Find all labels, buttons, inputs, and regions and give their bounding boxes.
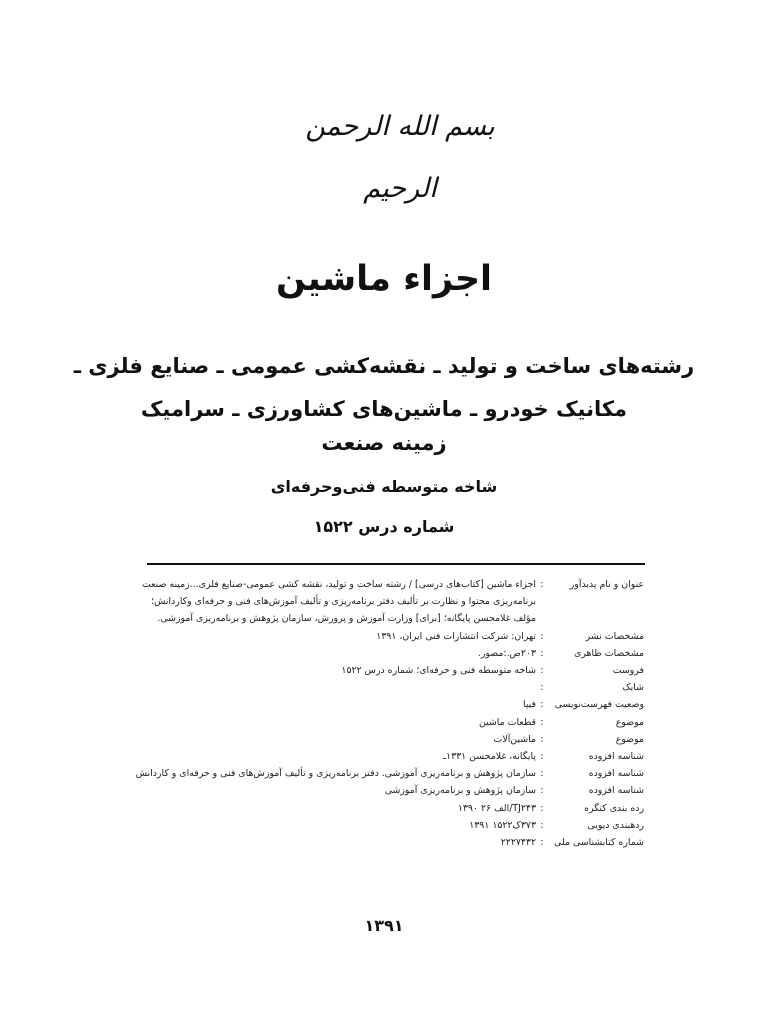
catalog-row	[135, 765, 644, 782]
divider-line	[147, 563, 645, 565]
catalog-value: پایگانه، غلامحسن ۱۳۳۱ـ	[443, 751, 536, 763]
catalog-label: وضعیت فهرست‌نویسی	[554, 699, 644, 711]
catalog-row	[150, 731, 644, 748]
branch-label: شاخه متوسطه فنی‌وحرفه‌ای	[270, 477, 498, 496]
catalog-value: ماشین‌آلات	[493, 733, 536, 745]
lesson-number: شماره درس ۱۵۲۲	[313, 517, 455, 536]
catalog-label: عنوان و نام پدیدآور	[569, 579, 644, 590]
catalog-row	[150, 800, 644, 817]
catalog-label: فروست	[612, 665, 644, 677]
catalog-colon	[536, 610, 548, 627]
catalog-label: موضوع	[615, 733, 644, 745]
catalog-colon: :	[540, 682, 544, 694]
catalog-label: شناسه افزوده	[588, 751, 644, 763]
catalog-label: مشخصات نشر	[585, 630, 644, 642]
catalog-colon: :	[540, 733, 544, 745]
catalog-colon: :	[540, 768, 544, 780]
catalog-colon: :	[540, 785, 544, 797]
catalog-value: سازمان پژوهش و برنامه‌ریزی آموزشی. دفتر برنامه‌ریزی و تألیف آموزش‌های فنی و حرفه‌ای و کاردانش	[135, 768, 536, 780]
cataloging-record	[135, 576, 644, 851]
catalog-row	[150, 834, 644, 851]
fields-line-3: زمینه صنعت	[321, 431, 447, 455]
fields-line-1: رشته‌های ساخت و تولید ـ نقشه‌کشی عمومی ـ صنایع فلزی ـ	[73, 354, 695, 378]
catalog-row	[150, 714, 644, 731]
catalog-row	[150, 628, 644, 645]
catalog-row	[150, 782, 644, 799]
catalog-row	[150, 817, 644, 834]
catalog-value: ۲۰۳ص.:مصور.	[477, 647, 536, 659]
catalog-row	[150, 748, 644, 765]
catalog-colon: :	[540, 819, 544, 831]
catalog-label: شابک	[622, 682, 644, 694]
catalog-value: فیپا	[523, 699, 536, 711]
catalog-row	[150, 610, 644, 627]
fields-line-2: مکانیک خودرو ـ ماشین‌های کشاورزی ـ سرامیک	[140, 397, 628, 421]
catalog-value: ۲۲۲۷۴۳۲	[500, 837, 536, 849]
catalog-colon: :	[540, 579, 544, 590]
catalog-label	[548, 610, 644, 627]
catalog-label: شناسه افزوده	[588, 785, 644, 797]
catalog-value: TJ۲۴۳/الف ۲۶ ۱۳۹۰	[457, 802, 536, 814]
catalog-colon: :	[540, 647, 544, 659]
publication-year: ۱۳۹۱	[364, 916, 404, 935]
catalog-value: سازمان پژوهش و برنامه‌ریزی آموزشی	[384, 785, 536, 797]
catalog-colon: :	[540, 802, 544, 814]
catalog-label	[548, 593, 644, 610]
catalog-value: مؤلف غلامحسن پایگانه؛ [برای] وزارت آموزش و پرورش، سازمان پژوهش و برنامه‌ریزی آموزشی.	[157, 613, 536, 625]
catalog-row	[150, 645, 644, 662]
catalog-row	[150, 662, 644, 679]
catalog-row	[150, 593, 644, 610]
catalog-colon: :	[540, 751, 544, 763]
catalog-value	[150, 679, 536, 696]
catalog-label: ردهبندی دیویی	[587, 819, 644, 831]
catalog-row	[141, 576, 644, 593]
catalog-value: ۳۷۳ک۱۵۲۲ ۱۳۹۱	[469, 819, 536, 831]
catalog-label: موضوع	[615, 716, 644, 728]
catalog-colon: :	[540, 837, 544, 849]
catalog-label: شناسه افزوده	[588, 768, 644, 780]
catalog-value: اجزاء ماشین [کتاب‌های درسی] / رشته ساخت و تولید، نقشه کشی عمومی-صنایع فلزی...زمینه صنعت	[141, 579, 536, 590]
catalog-value: شاخه متوسطه فنی و حرفه‌ای؛ شماره درس ۱۵۲۲	[341, 665, 536, 677]
catalog-value: قطعات ماشین	[478, 716, 536, 728]
catalog-colon: :	[540, 716, 544, 728]
catalog-colon	[536, 593, 548, 610]
catalog-row	[150, 696, 644, 713]
catalog-value: تهران: شرکت انتشارات فنی ایران، ۱۳۹۱	[376, 630, 536, 642]
catalog-value: برنامه‌ریزی محتوا و نظارت بر تألیف دفتر برنامه‌ریزی و تألیف آموزش‌های فنی و حرفه‌ای وکاردانش؛	[150, 596, 536, 608]
catalog-colon: :	[540, 699, 544, 711]
bismillah-calligraphy: بسم الله الرحمن الرحیم	[305, 111, 495, 204]
catalog-colon: :	[540, 665, 544, 677]
catalog-label: رده بندی کنگره	[584, 802, 644, 814]
catalog-label: شماره کتابشناسی ملی	[554, 837, 644, 849]
catalog-row	[150, 679, 644, 696]
book-title: اجزاء ماشین	[275, 259, 493, 299]
catalog-colon: :	[540, 630, 544, 642]
catalog-label: مشخصات ظاهری	[573, 647, 644, 659]
